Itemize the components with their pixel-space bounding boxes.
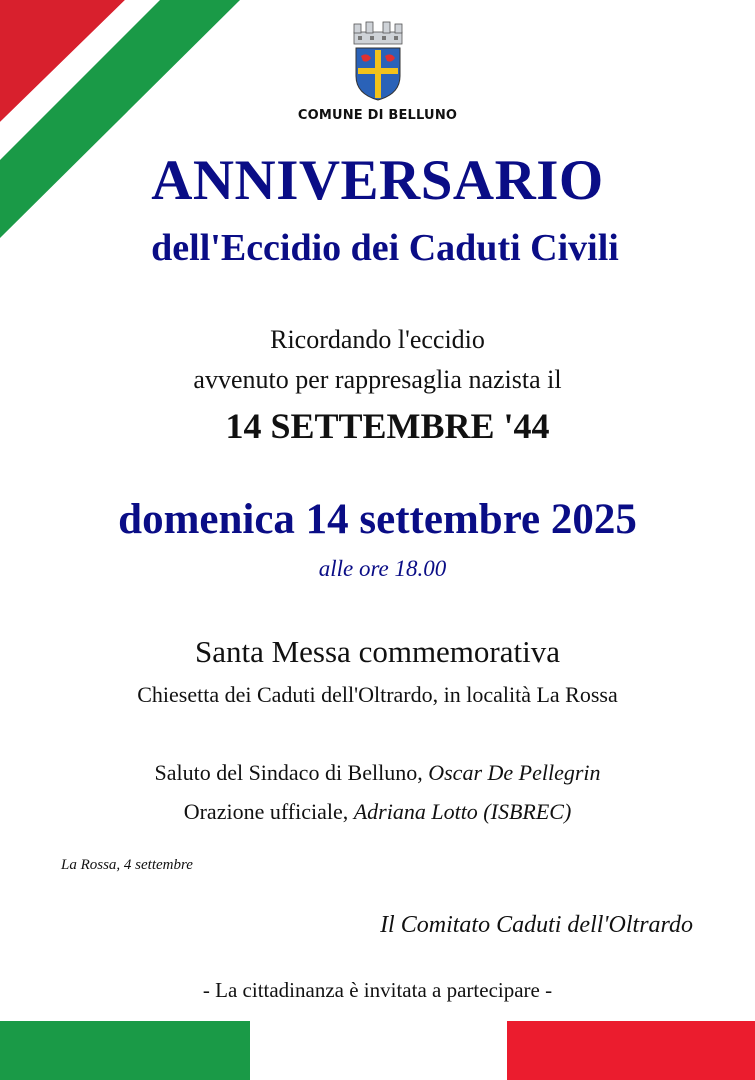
dateline: La Rossa, 4 settembre: [61, 857, 193, 873]
massacre-date: 14 SETTEMBRE '44: [225, 406, 550, 446]
event-time: alle ore 18.00: [318, 556, 447, 581]
page-subtitle: dell'Eccidio dei Caduti Civili: [151, 227, 619, 269]
mayor-name: Oscar De Pellegrin: [428, 760, 601, 785]
official-oration: [0, 799, 755, 825]
flag-band-green: [0, 1021, 250, 1080]
event-place: Chiesetta dei Caduti dell'Oltrardo, in località La Rossa: [137, 682, 618, 707]
orator-name: Adriana Lotto (ISBREC): [353, 799, 572, 824]
page-title: ANNIVERSARIO: [151, 149, 604, 212]
mayor-greeting: [0, 760, 755, 786]
greeting-label: Saluto del Sindaco di Belluno,: [154, 760, 429, 785]
invitation-note: - La cittadinanza è invitata a partecipare -: [202, 978, 553, 1002]
signature: Il Comitato Caduti dell'Oltrardo: [380, 912, 693, 938]
municipality-name: COMUNE DI BELLUNO: [297, 108, 458, 123]
event-mass: Santa Messa commemorativa: [194, 634, 560, 669]
intro-line-1: Ricordando l'eccidio: [270, 325, 485, 354]
intro-line-2: avvenuto per rappresaglia nazista il: [193, 365, 562, 394]
flag-band-red: [507, 1021, 755, 1080]
belluno-coat-of-arms-icon: [348, 18, 408, 102]
event-date: domenica 14 settembre 2025: [118, 496, 637, 543]
oration-label: Orazione ufficiale,: [183, 799, 354, 824]
